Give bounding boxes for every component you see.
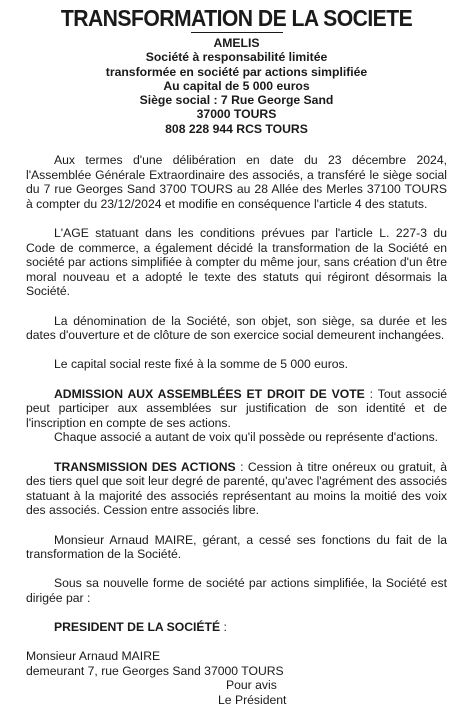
transmission-heading: TRANSMISSION DES ACTIONS xyxy=(54,459,236,474)
closing-signature: Le Président xyxy=(218,693,287,708)
company-form-new: transformée en société par actions simplifiée xyxy=(105,64,368,79)
president-address: demeurant 7, rue Georges Sand 37000 TOURS xyxy=(26,663,284,678)
paragraph-president xyxy=(26,620,447,635)
company-rcs: 808 228 944 RCS TOURS xyxy=(165,121,308,136)
paragraph-votes: Chaque associé a autant de voix qu'il possède ou représente d'actions. xyxy=(54,430,439,445)
company-form-old: Société à responsabilité limitée xyxy=(145,50,328,65)
closing-pour-avis: Pour avis xyxy=(226,678,277,693)
company-capital: Au capital de 5 000 euros xyxy=(163,78,310,93)
company-name: AMELIS xyxy=(213,36,260,50)
president-name: Monsieur Arnaud MAIRE xyxy=(26,649,161,664)
transmission-text: : Cession à titre onéreux ou gratuit, à des tiers quel que soit leur degré de parenté, qu'avec l'agrément des associés statuant à la majorité des associés représentant au moins la moitié des voix des associés. Cession entre associés libre. xyxy=(26,459,447,518)
title-underline xyxy=(191,32,283,33)
paragraph-transformation: L'AGE statuant dans les conditions prévues par l'article L. 227-3 du Code de commerce, a également décidé la transformation de la Société en société par actions simplifiée à compter du même jour, sans création d'un être moral nouveau et a adopté le texte des statuts qui régiront désormais la Société. xyxy=(26,226,447,299)
president-heading: PRESIDENT DE LA SOCIÉTÉ xyxy=(54,620,221,635)
paragraph-unchanged: La dénomination de la Société, son objet, son siège, sa durée et les dates d'ouverture et de clôture de son exercice social demeurent inchangées. xyxy=(26,313,447,343)
paragraph-manager: Monsieur Arnaud MAIRE, gérant, a cessé ses fonctions du fait de la transformation de la Société. xyxy=(26,532,447,562)
company-city: 37000 TOURS xyxy=(196,107,277,122)
notice-body xyxy=(26,153,447,708)
paragraph-transfer: Aux termes d'une délibération en date du 23 décembre 2024, l'Assemblée Générale Extraordinaire des associés, a transféré le siège social du 7 rue Georges Sand 3700 TOURS au 28 Allée des Merles 37100 TOURS à compter du 23/12/2024 et modifie en conséquence l'article 4 des statuts. xyxy=(26,153,447,211)
president-colon: : xyxy=(220,620,227,635)
paragraph-transmission xyxy=(26,460,447,518)
page-title: TRANSFORMATION DE LA SOCIETE xyxy=(60,5,413,31)
company-header xyxy=(26,36,447,136)
paragraph-admission xyxy=(26,387,447,431)
paragraph-capital: Le capital social reste fixé à la somme de 5 000 euros. xyxy=(54,357,349,372)
company-seat: Siège social : 7 Rue George Sand xyxy=(139,93,334,108)
admission-heading: ADMISSION AUX ASSEMBLÉES ET DROIT DE VOTE xyxy=(54,386,365,401)
paragraph-directed-by: Sous sa nouvelle forme de société par actions simplifiée, la Société est dirigée par : xyxy=(26,576,447,605)
admission-text: : Tout associé peut participer aux assemblées sur justification de son identité et de l'inscription en compte de ses actions. xyxy=(26,386,447,430)
